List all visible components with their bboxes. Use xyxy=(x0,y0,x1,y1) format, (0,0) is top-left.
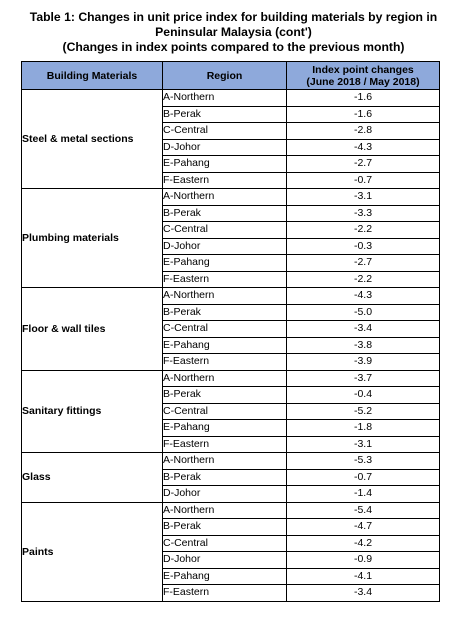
index-change-cell: -5.3 xyxy=(287,453,440,470)
table-row xyxy=(22,288,440,305)
region-cell: B-Perak xyxy=(163,469,287,486)
index-change-cell: -2.8 xyxy=(287,123,440,140)
index-change-cell: -2.2 xyxy=(287,271,440,288)
region-cell: E-Pahang xyxy=(163,156,287,173)
table-row xyxy=(22,90,440,107)
index-change-cell: -3.1 xyxy=(287,189,440,206)
region-cell: A-Northern xyxy=(163,370,287,387)
region-cell: F-Eastern xyxy=(163,354,287,371)
index-change-cell: -3.9 xyxy=(287,354,440,371)
region-cell: F-Eastern xyxy=(163,585,287,602)
index-change-cell: -3.4 xyxy=(287,321,440,338)
region-cell: C-Central xyxy=(163,535,287,552)
index-change-cell: -1.6 xyxy=(287,106,440,123)
material-cell: Glass xyxy=(22,453,163,503)
material-cell: Paints xyxy=(22,502,163,601)
region-cell: C-Central xyxy=(163,222,287,239)
region-cell: A-Northern xyxy=(163,502,287,519)
material-cell: Sanitary fittings xyxy=(22,370,163,453)
title-line-2: Peninsular Malaysia (cont') xyxy=(155,25,312,39)
index-change-cell: -0.7 xyxy=(287,172,440,189)
region-cell: F-Eastern xyxy=(163,271,287,288)
table-row xyxy=(22,453,440,470)
material-cell: Plumbing materials xyxy=(22,189,163,288)
material-cell: Steel & metal sections xyxy=(22,90,163,189)
header-region: Region xyxy=(163,62,287,90)
header-index-change xyxy=(287,62,440,90)
material-cell: Floor & wall tiles xyxy=(22,288,163,371)
region-cell: A-Northern xyxy=(163,453,287,470)
region-cell: D-Johor xyxy=(163,139,287,156)
region-cell: D-Johor xyxy=(163,552,287,569)
region-cell: C-Central xyxy=(163,123,287,140)
title-line-3: (Changes in index points compared to the previous month) xyxy=(62,40,405,54)
index-change-cell: -3.7 xyxy=(287,370,440,387)
table-row xyxy=(22,502,440,519)
region-cell: C-Central xyxy=(163,403,287,420)
region-cell: B-Perak xyxy=(163,205,287,222)
header-building-materials: Building Materials xyxy=(22,62,163,90)
index-change-cell: -4.3 xyxy=(287,139,440,156)
index-change-cell: -5.4 xyxy=(287,502,440,519)
header-index-change-line-1: Index point changes xyxy=(312,63,414,76)
region-cell: F-Eastern xyxy=(163,172,287,189)
region-cell: E-Pahang xyxy=(163,420,287,437)
region-cell: A-Northern xyxy=(163,189,287,206)
index-change-cell: -4.7 xyxy=(287,519,440,536)
index-change-cell: -1.8 xyxy=(287,420,440,437)
price-index-table xyxy=(21,61,440,602)
index-change-cell: -2.7 xyxy=(287,156,440,173)
region-cell: B-Perak xyxy=(163,387,287,404)
index-change-cell: -0.4 xyxy=(287,387,440,404)
index-change-cell: -5.0 xyxy=(287,304,440,321)
region-cell: A-Northern xyxy=(163,90,287,107)
table-title xyxy=(6,10,461,55)
index-change-cell: -1.4 xyxy=(287,486,440,503)
region-cell: D-Johor xyxy=(163,238,287,255)
index-change-cell: -3.3 xyxy=(287,205,440,222)
header-row xyxy=(22,62,440,90)
header-index-change-line-2: (June 2018 / May 2018) xyxy=(306,75,420,88)
index-change-cell: -2.7 xyxy=(287,255,440,272)
region-cell: B-Perak xyxy=(163,304,287,321)
region-cell: C-Central xyxy=(163,321,287,338)
index-change-cell: -0.3 xyxy=(287,238,440,255)
index-change-cell: -4.1 xyxy=(287,568,440,585)
index-change-cell: -1.6 xyxy=(287,90,440,107)
table-row xyxy=(22,189,440,206)
index-change-cell: -0.9 xyxy=(287,552,440,569)
region-cell: A-Northern xyxy=(163,288,287,305)
region-cell: E-Pahang xyxy=(163,255,287,272)
region-cell: D-Johor xyxy=(163,486,287,503)
region-cell: E-Pahang xyxy=(163,568,287,585)
title-line-1: Table 1: Changes in unit price index for building materials by region in xyxy=(29,10,438,24)
index-change-cell: -0.7 xyxy=(287,469,440,486)
index-change-cell: -3.4 xyxy=(287,585,440,602)
index-change-cell: -5.2 xyxy=(287,403,440,420)
index-change-cell: -4.2 xyxy=(287,535,440,552)
table-body xyxy=(22,90,440,602)
region-cell: E-Pahang xyxy=(163,337,287,354)
index-change-cell: -3.1 xyxy=(287,436,440,453)
region-cell: B-Perak xyxy=(163,106,287,123)
region-cell: B-Perak xyxy=(163,519,287,536)
table-row xyxy=(22,370,440,387)
index-change-cell: -4.3 xyxy=(287,288,440,305)
index-change-cell: -3.8 xyxy=(287,337,440,354)
index-change-cell: -2.2 xyxy=(287,222,440,239)
region-cell: F-Eastern xyxy=(163,436,287,453)
